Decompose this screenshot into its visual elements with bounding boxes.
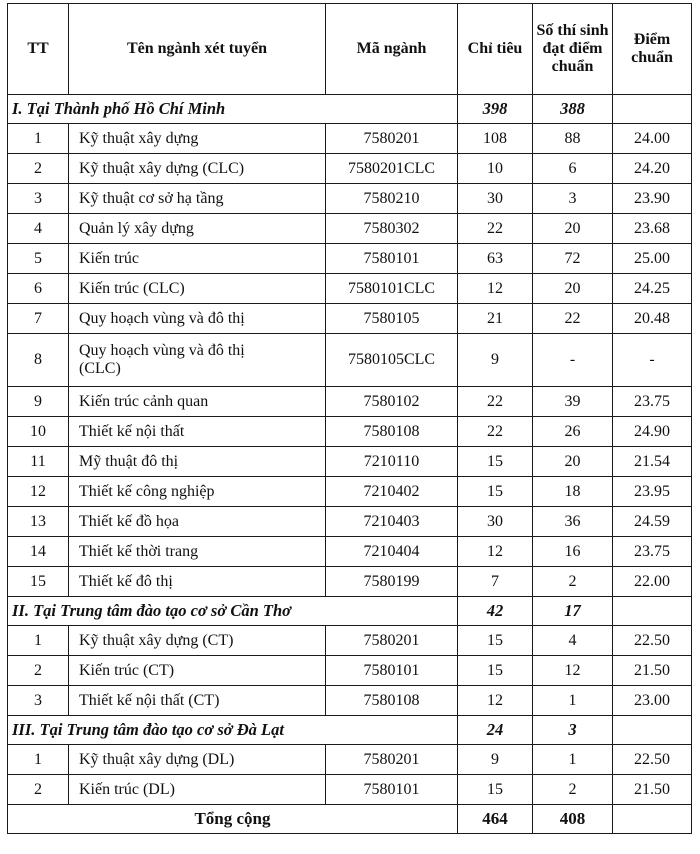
row-major-code: 7580108: [326, 686, 458, 716]
row-quota: 108: [458, 124, 533, 154]
header-cutoff-score: Điểm chuẩn: [613, 4, 692, 95]
row-major-name: Kỹ thuật xây dựng (CT): [69, 626, 326, 656]
row-passed-count: 88: [533, 124, 613, 154]
admission-score-sheet: [7, 3, 692, 834]
row-tt: 1: [8, 626, 69, 656]
table-row: [8, 626, 692, 656]
row-cutoff-score: 23.90: [613, 184, 692, 214]
table-row: [8, 686, 692, 716]
row-passed-count: 26: [533, 417, 613, 447]
row-major-name: Kiến trúc (CT): [69, 656, 326, 686]
row-quota: 21: [458, 304, 533, 334]
row-quota: 22: [458, 387, 533, 417]
table-row: [8, 184, 692, 214]
row-major-code: 7580210: [326, 184, 458, 214]
row-major-name: Kiến trúc cảnh quan: [69, 387, 326, 417]
row-major-code: 7580302: [326, 214, 458, 244]
row-major-code: 7210110: [326, 447, 458, 477]
row-quota: 12: [458, 274, 533, 304]
row-cutoff-score: 20.48: [613, 304, 692, 334]
row-cutoff-score: 24.20: [613, 154, 692, 184]
row-tt: 4: [8, 214, 69, 244]
row-major-code: 7580101CLC: [326, 274, 458, 304]
table-row: [8, 507, 692, 537]
row-cutoff-score: 24.00: [613, 124, 692, 154]
row-major-name: Thiết kế đồ họa: [69, 507, 326, 537]
row-major-code: 7210402: [326, 477, 458, 507]
row-tt: 3: [8, 184, 69, 214]
section-passed: 388: [533, 95, 613, 124]
row-major-code: 7580105: [326, 304, 458, 334]
total-score: [613, 805, 692, 834]
row-cutoff-score: 21.50: [613, 775, 692, 805]
row-cutoff-score: 21.50: [613, 656, 692, 686]
table-row: [8, 477, 692, 507]
section-score: [613, 95, 692, 124]
row-cutoff-score: 22.50: [613, 745, 692, 775]
row-passed-count: 16: [533, 537, 613, 567]
admission-score-table: [7, 3, 692, 834]
row-major-name: Thiết kế nội thất (CT): [69, 686, 326, 716]
row-tt: 14: [8, 537, 69, 567]
table-row: [8, 124, 692, 154]
row-cutoff-score: 23.95: [613, 477, 692, 507]
row-passed-count: 72: [533, 244, 613, 274]
section-row: [8, 716, 692, 745]
row-tt: 3: [8, 686, 69, 716]
row-major-code: 7580105CLC: [326, 334, 458, 387]
row-major-name: Kỹ thuật xây dựng (CLC): [69, 154, 326, 184]
row-passed-count: 39: [533, 387, 613, 417]
row-major-name: Kỹ thuật cơ sở hạ tầng: [69, 184, 326, 214]
table-row: [8, 214, 692, 244]
row-passed-count: 20: [533, 214, 613, 244]
row-major-code: 7580201: [326, 626, 458, 656]
row-quota: 63: [458, 244, 533, 274]
row-major-name: Quản lý xây dựng: [69, 214, 326, 244]
row-cutoff-score: 25.00: [613, 244, 692, 274]
table-row: [8, 417, 692, 447]
row-tt: 15: [8, 567, 69, 597]
row-passed-count: 1: [533, 686, 613, 716]
row-major-code: 7580108: [326, 417, 458, 447]
row-quota: 15: [458, 447, 533, 477]
table-row: [8, 567, 692, 597]
row-tt: 12: [8, 477, 69, 507]
row-major-name: Kỹ thuật xây dựng: [69, 124, 326, 154]
row-major-code: 7210403: [326, 507, 458, 537]
row-passed-count: 22: [533, 304, 613, 334]
row-quota: 15: [458, 626, 533, 656]
row-passed-count: 36: [533, 507, 613, 537]
row-quota: 22: [458, 214, 533, 244]
header-passed-count: Số thí sinh đạt điểm chuẩn: [533, 4, 613, 95]
row-major-name: Kỹ thuật xây dựng (DL): [69, 745, 326, 775]
row-quota: 9: [458, 334, 533, 387]
row-major-name: Mỹ thuật đô thị: [69, 447, 326, 477]
row-tt: 7: [8, 304, 69, 334]
row-major-code: 7580101: [326, 775, 458, 805]
row-quota: 7: [458, 567, 533, 597]
row-major-name: Kiến trúc: [69, 244, 326, 274]
table-row: [8, 447, 692, 477]
row-major-name: Kiến trúc (DL): [69, 775, 326, 805]
row-quota: 30: [458, 507, 533, 537]
row-tt: 10: [8, 417, 69, 447]
section-title: I. Tại Thành phố Hồ Chí Minh: [8, 95, 458, 124]
table-row: [8, 656, 692, 686]
row-major-name: Thiết kế công nghiệp: [69, 477, 326, 507]
row-tt: 6: [8, 274, 69, 304]
row-quota: 12: [458, 686, 533, 716]
section-passed: 17: [533, 597, 613, 626]
table-row: [8, 154, 692, 184]
header-row: [8, 4, 692, 95]
section-row: [8, 95, 692, 124]
row-tt: 2: [8, 154, 69, 184]
row-passed-count: 1: [533, 745, 613, 775]
total-row: [8, 805, 692, 834]
table-row: [8, 775, 692, 805]
row-quota: 30: [458, 184, 533, 214]
row-passed-count: -: [533, 334, 613, 387]
table-row: [8, 745, 692, 775]
section-title: III. Tại Trung tâm đào tạo cơ sở Đà Lạt: [8, 716, 458, 745]
row-cutoff-score: 23.75: [613, 387, 692, 417]
row-major-name: Thiết kế đô thị: [69, 567, 326, 597]
table-row: [8, 244, 692, 274]
section-score: [613, 597, 692, 626]
row-tt: 9: [8, 387, 69, 417]
row-major-code: 7580199: [326, 567, 458, 597]
row-cutoff-score: 24.90: [613, 417, 692, 447]
section-title: II. Tại Trung tâm đào tạo cơ sở Cần Thơ: [8, 597, 458, 626]
row-tt: 1: [8, 745, 69, 775]
row-passed-count: 4: [533, 626, 613, 656]
table-row: [8, 387, 692, 417]
row-passed-count: 18: [533, 477, 613, 507]
header-major-name: Tên ngành xét tuyển: [69, 4, 326, 95]
row-passed-count: 6: [533, 154, 613, 184]
row-cutoff-score: 24.25: [613, 274, 692, 304]
row-cutoff-score: 23.75: [613, 537, 692, 567]
row-passed-count: 20: [533, 274, 613, 304]
section-quota: 42: [458, 597, 533, 626]
row-quota: 9: [458, 745, 533, 775]
row-cutoff-score: 21.54: [613, 447, 692, 477]
row-tt: 2: [8, 656, 69, 686]
row-tt: 2: [8, 775, 69, 805]
section-quota: 398: [458, 95, 533, 124]
row-passed-count: 3: [533, 184, 613, 214]
row-major-name: Quy hoạch vùng và đô thị (CLC): [69, 334, 326, 387]
row-tt: 1: [8, 124, 69, 154]
header-major-code: Mã ngành: [326, 4, 458, 95]
row-cutoff-score: -: [613, 334, 692, 387]
row-quota: 10: [458, 154, 533, 184]
table-row: [8, 334, 692, 387]
row-major-name: Thiết kế nội thất: [69, 417, 326, 447]
section-row: [8, 597, 692, 626]
header-tt: TT: [8, 4, 69, 95]
header-quota: Chỉ tiêu: [458, 4, 533, 95]
table-row: [8, 304, 692, 334]
row-major-name: Thiết kế thời trang: [69, 537, 326, 567]
row-cutoff-score: 23.68: [613, 214, 692, 244]
row-passed-count: 2: [533, 775, 613, 805]
row-passed-count: 20: [533, 447, 613, 477]
row-passed-count: 12: [533, 656, 613, 686]
row-tt: 13: [8, 507, 69, 537]
row-tt: 11: [8, 447, 69, 477]
table-row: [8, 537, 692, 567]
total-passed: 408: [533, 805, 613, 834]
row-major-code: 7580102: [326, 387, 458, 417]
row-tt: 8: [8, 334, 69, 387]
row-major-code: 7580201: [326, 745, 458, 775]
section-passed: 3: [533, 716, 613, 745]
row-tt: 5: [8, 244, 69, 274]
row-major-code: 7210404: [326, 537, 458, 567]
row-major-name: Quy hoạch vùng và đô thị: [69, 304, 326, 334]
row-major-code: 7580101: [326, 656, 458, 686]
row-quota: 15: [458, 477, 533, 507]
row-passed-count: 2: [533, 567, 613, 597]
total-quota: 464: [458, 805, 533, 834]
row-major-code: 7580101: [326, 244, 458, 274]
row-cutoff-score: 22.50: [613, 626, 692, 656]
row-cutoff-score: 22.00: [613, 567, 692, 597]
total-label: Tổng cộng: [8, 805, 458, 834]
row-quota: 15: [458, 656, 533, 686]
section-quota: 24: [458, 716, 533, 745]
table-row: [8, 274, 692, 304]
row-quota: 12: [458, 537, 533, 567]
row-major-name: Kiến trúc (CLC): [69, 274, 326, 304]
row-cutoff-score: 24.59: [613, 507, 692, 537]
row-cutoff-score: 23.00: [613, 686, 692, 716]
table-body: [8, 95, 692, 834]
row-major-code: 7580201CLC: [326, 154, 458, 184]
row-quota: 15: [458, 775, 533, 805]
row-quota: 22: [458, 417, 533, 447]
row-major-code: 7580201: [326, 124, 458, 154]
section-score: [613, 716, 692, 745]
